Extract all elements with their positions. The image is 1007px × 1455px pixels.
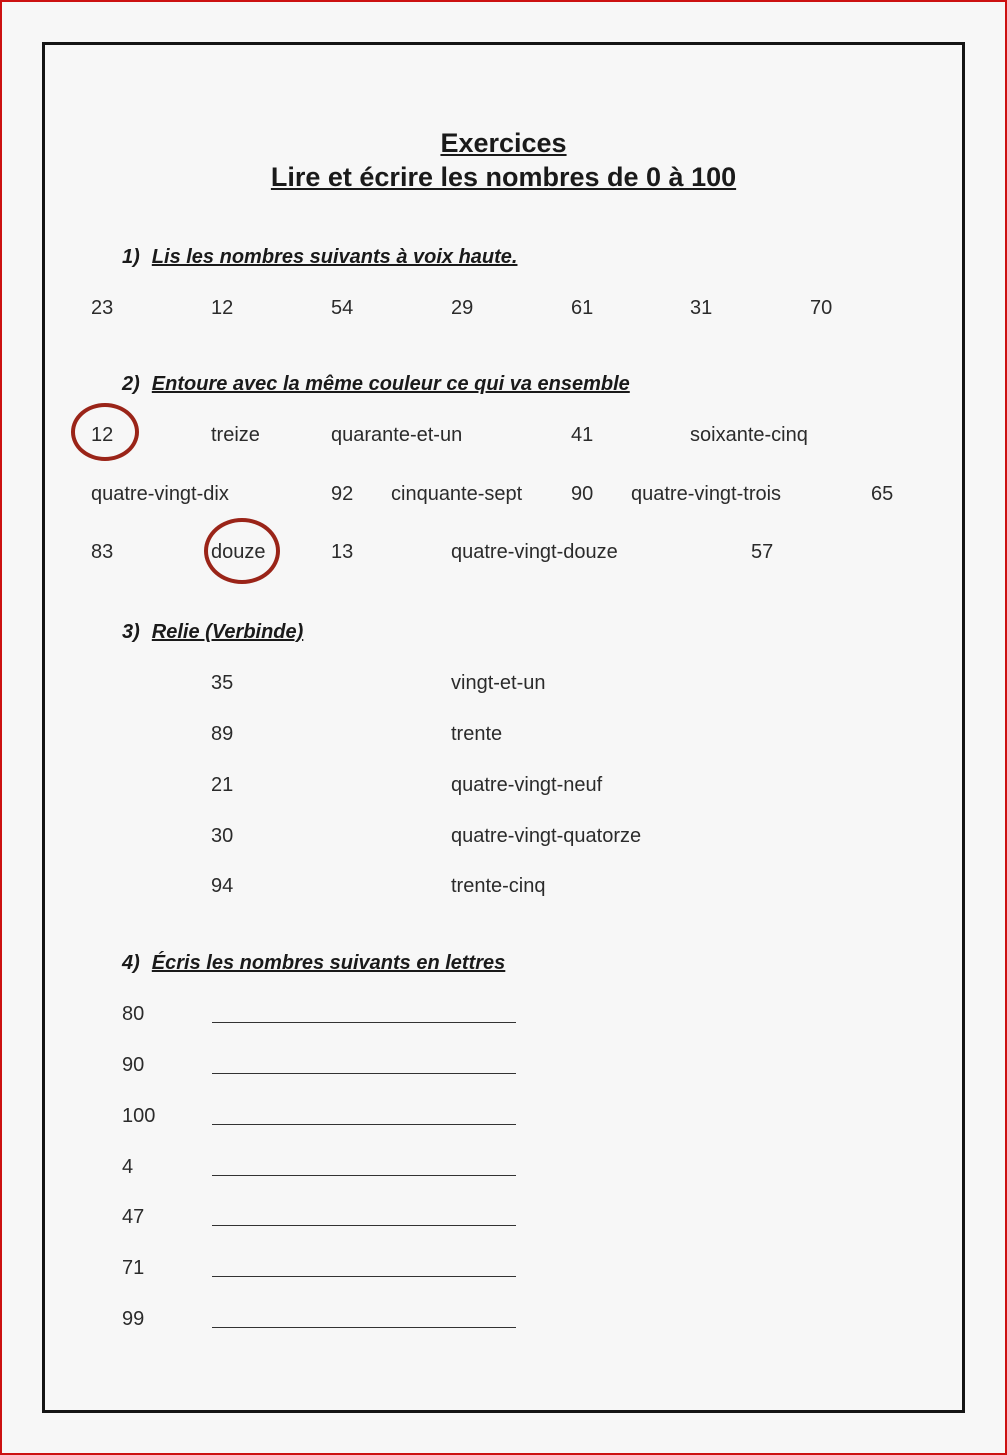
number-item: 61 (571, 297, 594, 319)
relie-word: trente (451, 723, 503, 745)
match-item: 13 (331, 541, 354, 563)
match-item: cinquante-sept (391, 483, 523, 505)
section-2-heading (122, 372, 630, 396)
number-item: 12 (211, 297, 234, 319)
match-item: quatre-vingt-dix (91, 483, 229, 505)
match-item: quatre-vingt-trois (631, 483, 782, 505)
match-item: quatre-vingt-douze (451, 541, 618, 563)
hand-drawn-circle (204, 518, 280, 584)
section-3-number: 3) (122, 621, 140, 643)
section-2-number: 2) (122, 373, 140, 395)
relie-word: vingt-et-un (451, 672, 546, 694)
write-number: 80 (122, 1003, 145, 1025)
section-3-label: Relie (Verbinde) (151, 621, 304, 643)
hand-drawn-circle (71, 403, 139, 461)
write-number: 100 (122, 1105, 156, 1127)
answer-line (212, 1022, 516, 1023)
number-item: 31 (690, 297, 713, 319)
match-item: treize (211, 424, 260, 446)
section-3-heading (122, 620, 303, 644)
relie-word: quatre-vingt-quatorze (451, 825, 642, 847)
write-number: 4 (122, 1156, 134, 1178)
match-item: 90 (571, 483, 594, 505)
relie-word: quatre-vingt-neuf (451, 774, 603, 796)
answer-line (212, 1327, 516, 1328)
section-1-label: Lis les nombres suivants à voix haute. (151, 246, 518, 268)
match-item: 83 (91, 541, 114, 563)
relie-number: 35 (211, 672, 234, 694)
section-1-number: 1) (122, 246, 140, 268)
answer-line (212, 1276, 516, 1277)
relie-number: 89 (211, 723, 234, 745)
match-item: 41 (571, 424, 594, 446)
number-item: 29 (451, 297, 474, 319)
section-1-heading (122, 245, 517, 269)
answer-line (212, 1073, 516, 1074)
match-item: douze (211, 541, 266, 563)
answer-line (212, 1225, 516, 1226)
title-line-2: Lire et écrire les nombres de 0 à 100 (270, 162, 737, 192)
write-number: 90 (122, 1054, 145, 1076)
answer-line (212, 1124, 516, 1125)
number-item: 23 (91, 297, 114, 319)
title-line-1: Exercices (440, 128, 567, 158)
number-item: 54 (331, 297, 354, 319)
section-4-label: Écris les nombres suivants en lettres (151, 952, 506, 974)
section-2-label: Entoure avec la même couleur ce qui va ensemble (151, 373, 630, 395)
match-item: 12 (91, 424, 114, 446)
number-item: 70 (810, 297, 833, 319)
section-4-heading (122, 951, 505, 975)
write-number: 47 (122, 1206, 145, 1228)
match-item: 57 (751, 541, 774, 563)
relie-number: 94 (211, 875, 234, 897)
match-item: soixante-cinq (690, 424, 808, 446)
relie-number: 21 (211, 774, 234, 796)
match-item: quarante-et-un (331, 424, 463, 446)
relie-number: 30 (211, 825, 234, 847)
answer-line (212, 1175, 516, 1176)
write-number: 71 (122, 1257, 145, 1279)
match-item: 65 (871, 483, 894, 505)
section-4-number: 4) (122, 952, 140, 974)
write-number: 99 (122, 1308, 145, 1330)
relie-word: trente-cinq (451, 875, 546, 897)
match-item: 92 (331, 483, 354, 505)
